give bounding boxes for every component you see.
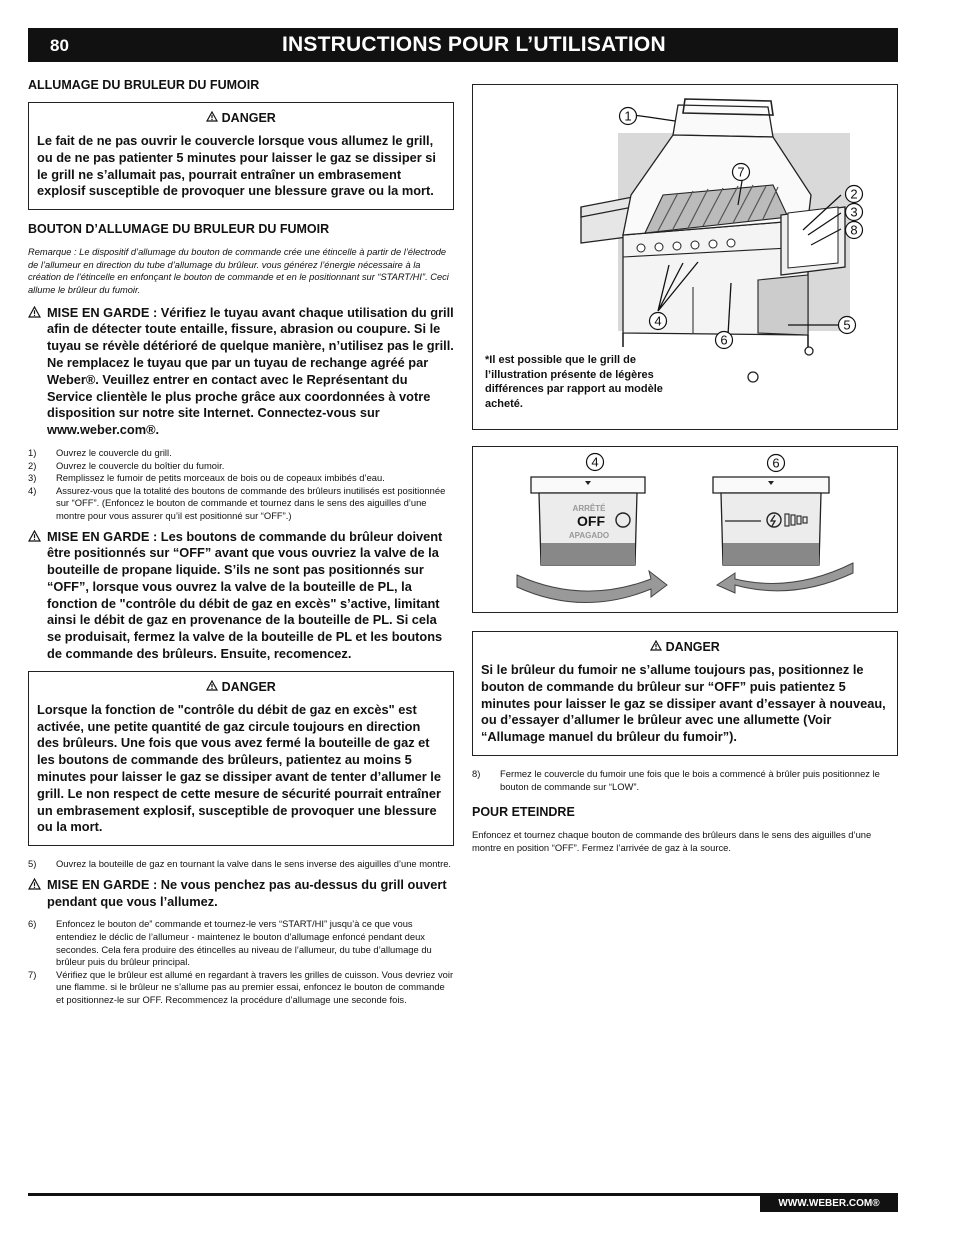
warning-triangle-icon: [650, 640, 662, 651]
warning-knobs-off: [28, 529, 454, 663]
list-item: 8) Fermez le couvercle du fumoir une fois que le bois a commencé à brûler puis positionnez le bouton de commande sur “LOW”.: [472, 767, 880, 792]
knob-illustration: [472, 446, 898, 613]
danger-text: Si le brûleur du fumoir ne s’allume toujours pas, positionnez le bouton de commande du brûleur sur “OFF” puis patientez 5 minutes pour laisser le gaz se dissiper avant d’essayer à nouveau, ou d’essayer d’allumer le brûleur avec une allumette (Voir “Allumage manuel du brûleur du fumoir”).: [481, 662, 886, 745]
warning-triangle-icon: [206, 680, 218, 691]
knob-off-label: OFF: [577, 513, 605, 529]
section-title-extinguish: POUR ETEINDRE: [472, 805, 575, 820]
danger-box-2: [28, 671, 454, 846]
danger-text: Le fait de ne pas ouvrir le couvercle lorsque vous allumez le grill, ou de ne pas patienter 5 minutes pour laisser le gaz se dissiper si le grill ne s’allumait pas, pourrait entraîner un embrasement explosif susceptible de provoquer une blessure grave ou la mort.: [37, 133, 436, 199]
callout-label: 2: [850, 186, 858, 202]
warning-hose: [28, 305, 454, 439]
callout-label: 8: [850, 222, 858, 238]
danger-title: DANGER: [665, 640, 720, 654]
callout-label: 1: [624, 108, 632, 124]
list-item: 5) Ouvrez la bouteille de gaz en tournant la valve dans le sens inverse des aiguilles d’une montre.: [28, 858, 452, 870]
warning-triangle-icon: [28, 530, 41, 542]
callout-label: 7: [737, 164, 745, 180]
danger-text: Lorsque la fonction de "contrôle du débit de gaz en excès" est activée, une petite quantité de gaz circule toujours en direction des brûleurs. Une fois que vous avez fermé la bouteille de gaz et les boutons de commande des brûleurs, patientez au moins 5 minutes pour laisser le gaz se dissiper avant de tenter d’allumer le grill. Le non respect de cette mesure de sécurité pourrait entraîner un embrasement explosif, susceptible de provoquer une blessure ou la mort.: [37, 701, 441, 835]
danger-box-3: [472, 631, 898, 756]
callout-label: 6: [772, 455, 780, 471]
section-title-lighting: ALLUMAGE DU BRULEUR DU FUMOIR: [28, 78, 260, 92]
warning-text: MISE EN GARDE : Vérifiez le tuyau avant chaque utilisation du grill afin de détecter toute entaille, fissure, abrasion ou coupure. Si le tuyau se révèle détérioré de quelque manière, n’utilisez pas le grill. Ne remplacez le tuyau que par un tuyau de rechange agréé par Weber®. Veuillez entrer en contact avec le Représentant du Service clientèle le plus proche grâce aux coordonnées à votre disposition sur notre site Internet. Connectez-vous sur www.weber.com®.: [47, 304, 454, 438]
list-item: 3) Remplissez le fumoir de petits morceaux de bois ou de copeaux imbibés d’eau.: [28, 472, 385, 484]
knob-drawing: [473, 447, 897, 612]
callout-label: 4: [591, 454, 599, 470]
section-title-ignition-button: BOUTON D’ALLUMAGE DU BRULEUR DU FUMOIR: [28, 222, 330, 237]
warning-triangle-icon: [28, 306, 41, 318]
steps-list-8: [472, 768, 898, 793]
callout-label: 6: [720, 332, 728, 348]
knob-arrete-label: ARRÊTÉ: [572, 504, 606, 513]
list-item: 2) Ouvrez le couvercle du boîtier du fumoir.: [28, 459, 225, 471]
arrow-clockwise-icon: [517, 571, 667, 603]
danger-title: DANGER: [221, 679, 276, 694]
list-item: 4) Assurez-vous que la totalité des boutons de commande des brûleurs inutilisés est positionnée sur “OFF”. (Enfoncez le bouton de commande et tournez dans le sens des aiguilles d’une montre pour vous assurer qu’il est positionné sur “OFF”.): [28, 484, 446, 521]
danger-title: DANGER: [221, 111, 276, 125]
callout-label: 5: [843, 317, 851, 333]
figure-caption: *Il est possible que le grill de l’illustration présente de légères différences par rapport au modèle acheté.: [485, 354, 663, 410]
warning-lean: [28, 877, 454, 911]
page-header: [28, 28, 898, 62]
list-item: 6) Enfoncez le bouton de” commande et tournez-le vers “START/HI” jusqu’à ce que vous entendiez le déclic de l’allumeur - maintenez le bouton d’allumage enfoncé pendant deux secondes. Cela fera produire des étincelles au niveau de l’allumeur, du tube d’allumage du brûleur puis du brûleur principal.: [28, 918, 432, 968]
callout-label: 4: [654, 313, 662, 329]
warning-text: MISE EN GARDE : Ne vous penchez pas au-dessus du grill ouvert pendant que vous l’allumez.: [47, 876, 447, 909]
warning-text: MISE EN GARDE : Les boutons de commande du brûleur doivent être positionnés sur “OFF” avant que vous ouvriez la valve de la bouteille de propane liquide. S’ils ne sont pas positionnés sur “OFF”, lorsque vous ouvrez la valve de la bouteille de PL, la fonction de "contrôle du débit de gaz en excès" s’active, limitant ainsi le débit de gaz en provenance de la bouteille de PL. Si cela se produisait, fermez la valve de la bouteille de PL et les boutons de commande des brûleurs. Ensuite, recomencez.: [47, 528, 443, 662]
extinguish-text: Enfoncez et tournez chaque bouton de commande des brûleurs dans le sens des aiguilles d’une montre en position “OFF”. Fermez l’arrivée de gaz à la source.: [472, 829, 872, 853]
steps-list-a: [28, 447, 454, 523]
list-item: 7) Vérifiez que le brûleur est allumé en regardant à travers les grilles de cuisson. Vous devriez voir une flamme. si le brûleur ne s’allume pas au premier essai, enfoncez le bouton de commande et positionnez-le sur OFF. Recommencez la procédure d’allumage une seconde fois.: [28, 968, 454, 1005]
callout-label: 3: [850, 204, 858, 220]
left-column: [28, 78, 454, 1013]
remark-note: Remarque : Le dispositif d’allumage du bouton de commande crée une étincelle à partir de l’électrode de l’allumeur en direction du tube d’allumage du brûleur. vous générez l’énergie nécessaire à la création de l’étincelle en enfonçant le bouton de commande et en le positionnant sur “START/HI”. Ceci allume le brûleur du fumoir.: [28, 247, 449, 295]
grill-illustration: [472, 84, 898, 430]
knob-apagado-label: APAGADO: [568, 531, 610, 540]
list-item: 1) Ouvrez le couvercle du grill.: [28, 446, 172, 458]
steps-list-b: [28, 918, 454, 1006]
arrow-counterclockwise-icon: [717, 563, 853, 593]
page-number: 80: [50, 36, 69, 55]
warning-triangle-icon: [206, 111, 218, 122]
steps-list-5: [28, 858, 454, 871]
right-column: [472, 84, 898, 854]
warning-triangle-icon: [28, 878, 41, 890]
danger-box-1: [28, 102, 454, 210]
page-title: INSTRUCTIONS POUR L’UTILISATION: [282, 33, 666, 56]
footer-url: WWW.WEBER.COM®: [760, 1196, 898, 1212]
